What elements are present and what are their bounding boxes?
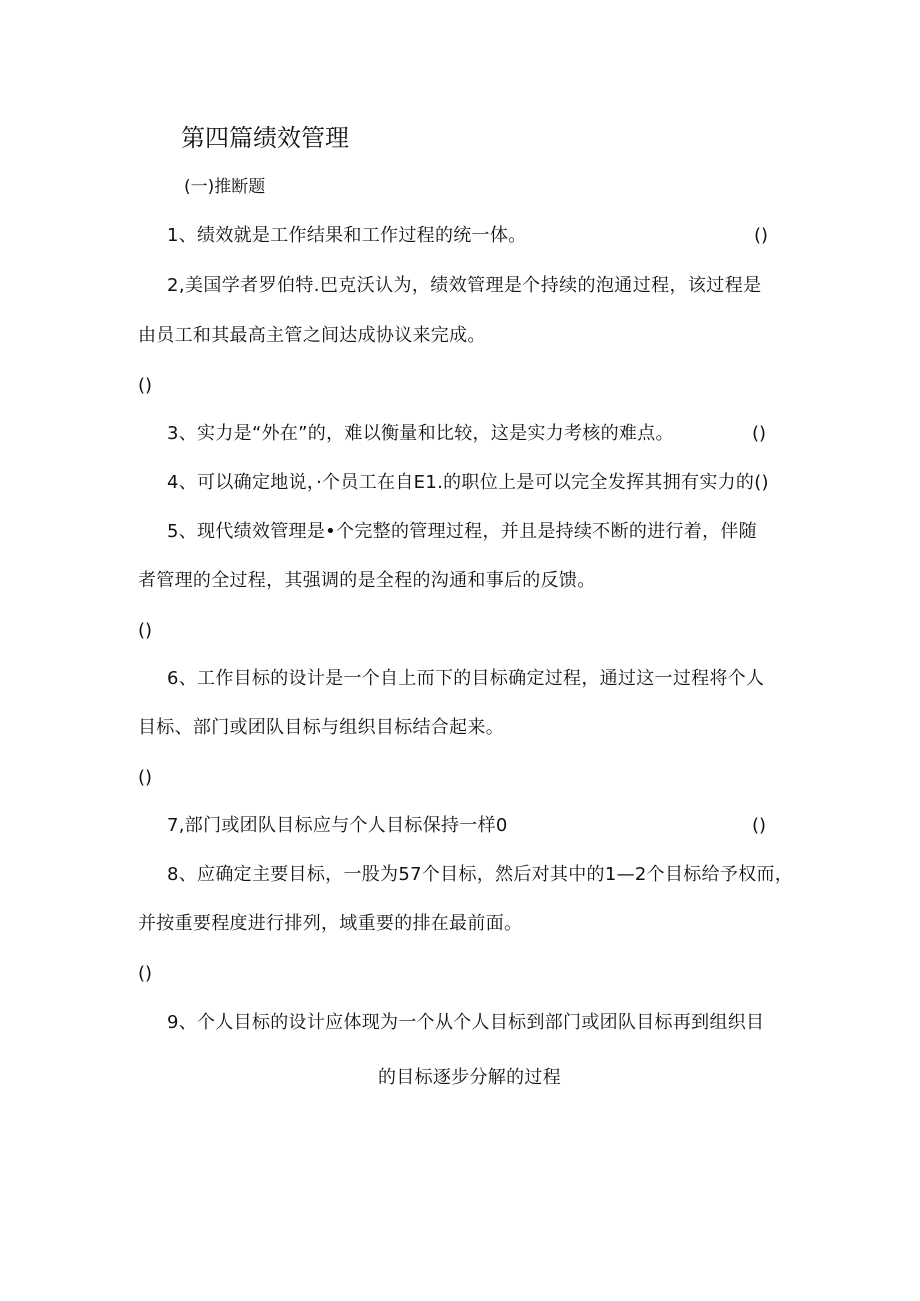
question-8-line-1: 8、应确定主要目标，一股为57个目标，然后对其中的1—2个目标给予权而， bbox=[167, 864, 794, 885]
question-8-answer: () bbox=[138, 963, 153, 984]
question-4-text: 4、可以确定地说，·个员工在自E1.的职位上是可以完全发挥其拥有实力的() bbox=[167, 472, 769, 493]
question-1-text: 1、绩效就是工作结果和工作过程的统一体。 bbox=[167, 225, 527, 246]
question-2-answer: () bbox=[138, 375, 153, 396]
question-5-answer: () bbox=[138, 620, 153, 641]
question-5-line-1: 5、现代绩效管理是•个完整的管理过程，并且是持续不断的进行着，伴随 bbox=[167, 521, 757, 542]
question-9-line-2: 的目标逐步分解的过程 bbox=[378, 1067, 561, 1088]
question-6-line-1: 6、工作目标的设计是一个自上而下的目标确定过程，通过这一过程将个人 bbox=[167, 668, 765, 689]
question-8-line-2: 并按重要程度进行排列，域重要的排在最前面。 bbox=[138, 913, 523, 934]
question-9-line-1: 9、个人目标的设计应体现为一个从个人目标到部门或团队目标再到组织目 bbox=[167, 1012, 765, 1033]
question-1-answer: () bbox=[754, 225, 769, 246]
question-3-answer: () bbox=[752, 423, 767, 444]
question-2-line-1: 2,美国学者罗伯特.巴克沃认为，绩效管理是个持续的泡通过程，该过程是 bbox=[167, 275, 762, 296]
question-5-line-2: 者管理的全过程，其强调的是全程的沟通和事后的反馈。 bbox=[138, 570, 596, 591]
question-6-line-2: 目标、部门或团队目标与组织目标结合起来。 bbox=[138, 717, 504, 738]
question-7-text: 7,部门或团队目标应与个人目标保持一样0 bbox=[167, 815, 508, 836]
question-3-text: 3、实力是“外在”的，难以衡量和比较，这是实力考核的难点。 bbox=[167, 423, 674, 444]
page-title: 第四篇绩效管理 bbox=[181, 124, 349, 152]
section-heading: (一)推断题 bbox=[184, 177, 266, 197]
question-2-line-2: 由员工和其最高主管之间达成协议来完成。 bbox=[138, 325, 486, 346]
question-6-answer: () bbox=[138, 767, 153, 788]
question-7-answer: () bbox=[752, 815, 767, 836]
